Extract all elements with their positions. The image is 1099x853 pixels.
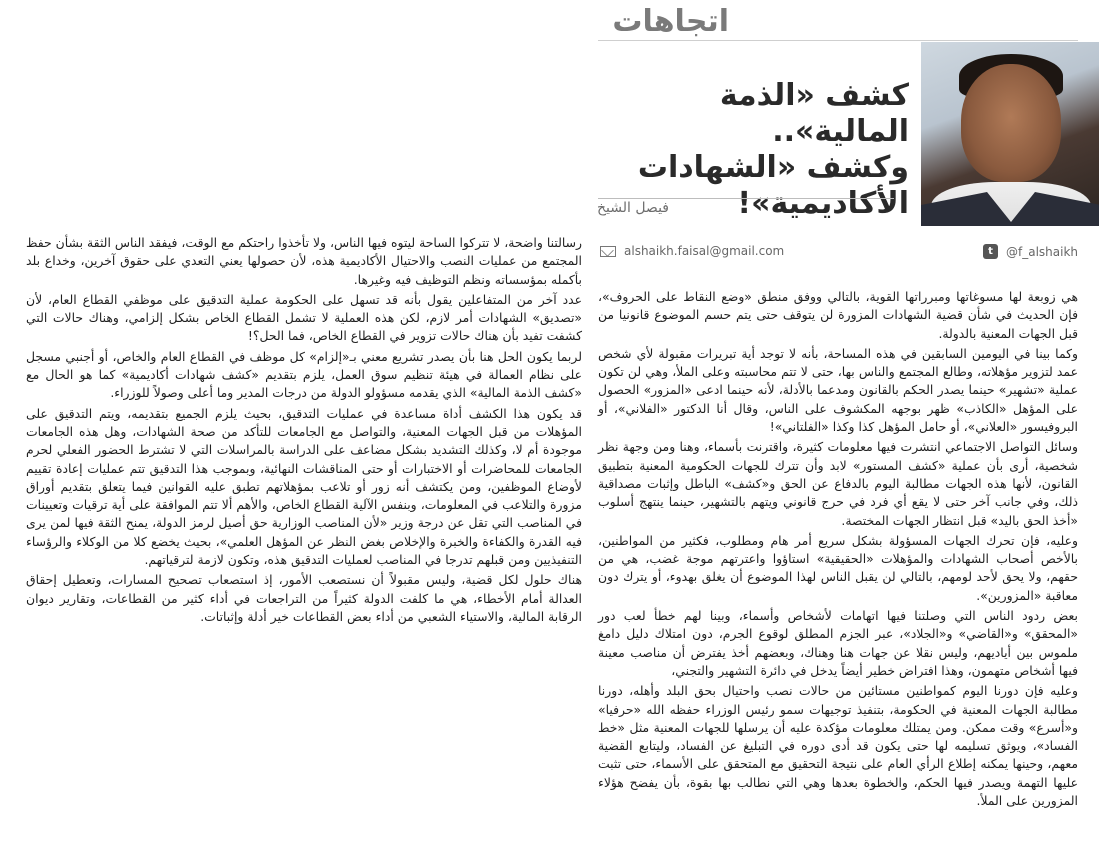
headline-line: كشف «الذمة المالية».. xyxy=(719,78,909,149)
paragraph: وكما بينا في اليومين السابقين في هذه المساحة، بأنه لا توجد أية تبريرات مقبولة لأي شخص عمد لتزوير مؤهلاته، وطالع المجتمع والناس بها، حتى لا تتم محاسبته وعلى الملأ، وهي لن تكون عملية «تشهير» حينما يصدر الحكم بالقانون ومدعما بالأدلة، لأنه حينما ادعى «المزور» الحصول على المؤهل «الكاذب» ظهر بوجهه المكشوف على الناس، وقال أنا الدكتور «الفلاني»، أو البروفيسور «العلاني»، أو حامل المؤهل كذا وكذا «الفلتاني»! xyxy=(598,345,1078,435)
email-contact[interactable] xyxy=(600,244,784,258)
article-body-left-column xyxy=(26,234,582,628)
headline-line: وكشف «الشهادات xyxy=(637,150,909,185)
author-name: فيصل الشيخ xyxy=(596,200,669,216)
paragraph: هي زوبعة لها مسوغاتها ومبرراتها القوية، بالتالي ووفق منطق «وضع النقاط على الحروف»، فإن الحديث في شأن قضية الشهادات المزورة لن يتوقف حتى يتم حسم الموضوع قانونيا من قبل الجهات المعنية بالدولة. xyxy=(598,289,1078,341)
twitter-contact[interactable] xyxy=(983,244,1078,259)
author-portrait xyxy=(921,42,1099,226)
portrait-face xyxy=(961,64,1061,182)
paragraph: عدد آخر من المتفاعلين يقول بأنه قد تسهل على الحكومة عملية التدقيق على موظفي القطاع العام، لأن «تصديق» الشهادات أمر لازم، لكن هذه العملية لا تشمل القطاع الخاص بشكل إلزامي، وهناك حالات التي كشفت تفيد بأن هناك حالات تزوير في القطاع الخاص، فما الحل؟! xyxy=(26,291,582,344)
author-divider xyxy=(598,198,894,199)
paragraph: لربما يكون الحل هنا بأن يصدر تشريع معني بـ«إلزام» كل موظف في القطاع العام والخاص، أو أجنبي مسجل على نظام العمالة في هيئة تنظيم سوق العمل، يلزم بتقديم «كشف شهادات أكاديمية» كما هو الحال مع «كشف الذمة المالية» الذي يقدمه مسؤولو الدولة من درجات المدير وما أعلى وصولاً للوزراء. xyxy=(26,348,582,401)
article-body-right-column xyxy=(598,288,1078,812)
paragraph: قد يكون هذا الكشف أداة مساعدة في عمليات التدقيق، بحيث يلزم الجميع بتقديمه، ويتم التدقيق على المؤهلات من قبل الجهات المعنية، والتواصل مع الجامعات للتأكد من صحة الشهادات، وهل هذه الجامعات موجودة أم لا، وكذلك التشديد بشكل مضاعف على الدراسة بالمراسلات التي لا تشترط الحضور الفعلي لحرم الجامعات للمحاضرات أو الاختبارات أو حتى المناقشات النهائية، وبموجب هذا التدقيق تتم عمليات إعادة تقييم لأوضاع الموظفين، ومن يكتشف أنه زور أو تلاعب بمؤهلاتهم تطبق عليه القوانين فيما يتعلق بتقديم أوراق مزورة والتلاعب في المعلومات، وبنفس الآلية القطاع الخاص، والأهم ألا تتم الموافقة على أية ترقيات وتعيينات في المناصب التي تقل عن درجة وزير «لأن المناصب الوزارية حق أصيل لرمز الدولة، يمنح الثقة فيها لمن يرى فيه القدرة والكفاءة والخبرة والإخلاص بغض النظر عن المؤهل العلمي»، بحيث يخضع كلا من الوكلاء والرؤساء التنفيذيين ومن قبلهم تدرجا في المناصب لعمليات التدقيق هذه، وتكون لازمة لترقياتهم. xyxy=(26,405,582,568)
twitter-icon: t xyxy=(983,244,998,259)
paragraph: وعليه فإن دورنا اليوم كمواطنين مستائين من حالات نصب واحتيال بحق البلد وأهله، دورنا مطالبة الجهات المعنية في الحكومة، بتنفيذ توجيهات سمو رئيس الوزراء حفظه الله «حرفيا» و«أسرع» وقت ممكن. ومن يمتلك معلومات مؤكدة عليه أن يرسلها للجهات المعنية مثل «خط الفساد»، ويوثق تسليمه لها حتى يكون قد أدى دوره في التبليغ عن الفساد، وليتابع القضية معهم، وحينها يمكنه إطلاع الرأي العام على نتيجة التحقيق مع المتحقق على الأسماء، حتى تثبت عليها التهمة ويصدر فيها الحكم، والخطوة بعدها وهي التي نطالب بها بقوة، بأن يفضح هؤلاء المزورين على الملأ. xyxy=(598,683,1078,809)
paragraph: بعض ردود الناس التي وصلتنا فيها اتهامات لأشخاص وأسماء، وبينا لهم خطأ لعب دور «المحقق» و«القاضي» و«الجلاد»، عبر الجزم المطلق لوقوع الجرم، دون امتلاك دليل دامغ ملموس بين أياديهم، وليس نقلا عن جهات هنا وهناك، وبعضهم أخذ يفترض أن مناصب معينة فيها أشخاص متهمون، وهذا افتراض خطير أيضاً يدخل في دائرة التشهير والتجني، xyxy=(598,608,1078,678)
twitter-handle[interactable]: @f_alshaikh xyxy=(1005,244,1078,259)
headline-line: الأكاديمية»! xyxy=(737,186,909,221)
mail-icon xyxy=(600,246,616,257)
paragraph: وسائل التواصل الاجتماعي انتشرت فيها معلومات كثيرة، واقترنت بأسماء، وهنا ومن وجهة نظر شخصية، أرى بأن عملية «كشف المستور» لابد وأن تترك للجهات الحكومية المعنية بتطبيق القانون، لأنها هذه الجهات مطالبة اليوم بالدفاع عن الحق و«كشف» الباطل وإثبات مصداقية ذلك، وفي جانب آخر حتى لا يقع أي فرد في حرج قانوني ويتهم بالتشهير، حينما ينتهج أسلوب «أخذ الحق باليد» قبل انتظار الجهات المختصة. xyxy=(598,439,1078,528)
author-contacts xyxy=(600,244,1078,266)
paragraph: رسالتنا واضحة، لا تتركوا الساحة ليتوه فيها الناس، ولا تأخذوا راحتكم مع الوقت، فيفقد الناس الثقة بشأن حفظ المجتمع من عمليات النصب والاحتيال الأكاديمية هذه، لأن حصولها يعني التعدي على حقوق آخرين، وخداع بلد بأكمله بمؤسساته ونظم التوظيف فيه وغيرها. xyxy=(26,235,582,287)
section-title: اتجاهات xyxy=(612,4,729,39)
paragraph: هناك حلول لكل قضية، وليس مقبولاً أن نستصعب الأمور، إذ استصعاب تصحيح المسارات، وتعطيل إحقاق العدالة أمام الأخطاء، هي ما كلفت الدولة كثيراً من التراجعات في أداء كثير من القطاعات، وتقارير ديوان الرقابة المالية، والاستياء الشعبي من أداء بعض القطاعات خير أدلة وإثباتات. xyxy=(26,572,582,624)
email-address[interactable]: alshaikh.faisal@gmail.com xyxy=(624,244,785,258)
paragraph: وعليه، فإن تحرك الجهات المسؤولة بشكل سريع أمر هام ومطلوب، فكثير من المواطنين، بالأخص أصحاب الشهادات والمؤهلات «الحقيقية» استاؤوا واعترتهم موجة غضب، هي من حقهم، ولا يحق لأحد لومهم، بالتالي لن يقبل الناس لهذا الموضوع أن يغلق بهدوء، أو يترك دون معاقبة «المزورين». xyxy=(598,532,1078,603)
